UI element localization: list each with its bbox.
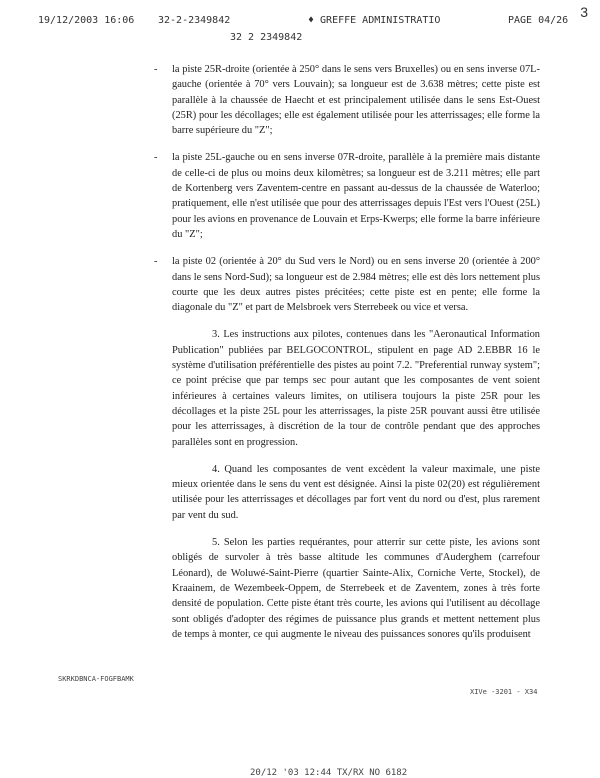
runway-bullet	[150, 150, 540, 242]
footer-fax-line: 20/12 '03 12:44 TX/RX NO 6182	[250, 768, 408, 778]
bullet-dash: -	[154, 256, 158, 268]
document-body	[150, 62, 540, 654]
bottom-right-code: XIVe -3201 - X34	[470, 688, 538, 696]
fax-sender-title: ♦ GREFFE ADMINISTRATIO	[308, 15, 441, 26]
bullet-text: la piste 25L-gauche ou en sens inverse 07R-droite, parallèle à la première mais distante de celle-ci de plus ou moins deux kilomètres; sa longueur est de 3.211 mètres; elle part de Kortenberg vers Zaventem-centre en passant au-dessus de la chaussée de Waterloo; pratiquement, elle n'est utilisée que pour des atterrissages depuis l'Est vers l'Ouest (25L) pour les avions en provenance de Louvain et Erps-Kwerps; elle forme la barre inférieure du "Z";	[172, 152, 540, 240]
fax-phone-number: 32-2-2349842	[158, 15, 231, 26]
runway-bullet	[150, 62, 540, 138]
bullet-dash: -	[154, 64, 158, 75]
bottom-left-code: SKRKDBNCA-FOGFBAMK	[58, 675, 134, 683]
fax-datetime: 19/12/2003 16:06	[38, 15, 135, 26]
runway-bullet	[150, 254, 540, 315]
numbered-paragraph: 5. Selon les parties requérantes, pour atterrir sur cette piste, les avions sont obligés de survoler à très basse altitude les communes d'Auderghem (carrefour Léonard), de Woluwé-Saint-Pierre (quartier Sainte-Alix, Corniche Verte, Stockel), de Kraainem, de Wezembeek-Oppem, de Sterrebeek et de Zaventem, zones à très forte densité de population. Cette piste étant très courte, les avions qui l'utilisent au décollage sont obligés d'adopter des régimes de puissance plus grands et mettent nettement plus de temps à monter, ce qui augmente le niveau des puissances sonores qu'ils produisent	[172, 537, 540, 640]
numbered-paragraph: 4. Quand les composantes de vent excèdent la valeur maximale, une piste mieux orientée dans le sens du vent est désignée. Ainsi la piste 02(20) est régulièrement utilisée pour les atterrissages et décollages par fort vent du nord ou d'est, plus rarement par vent du sud.	[172, 463, 540, 521]
fax-page-number: PAGE 04/26	[508, 15, 569, 26]
bullet-dash: -	[154, 152, 158, 164]
bullet-text: la piste 02 (orientée à 20° du Sud vers le Nord) ou en sens inverse 20 (orientée à 200° dans le sens Nord-Sud); sa longueur est de 2.984 mètres; elle est dès lors nettement plus courte que les deux autres pistes précitées; cette piste est en pente; elle forme la diagonale du "Z" et part de Melsbroek vers Sterrebeek ou vice et versa.	[172, 256, 540, 314]
bullet-text: la piste 25R-droite (orientée à 250° dans le sens vers Bruxelles) ou en sens inverse 07L-gauche (orientée à 70° vers Louvain); sa longueur est de 3.638 mètres; cette piste est parallèle à la chaussée de Haecht et est principalement utilisée dans le sens Est-Ouest (25R) pour les décollages; elle est également utilisée pour les atterrissages; elle forme la barre supérieure du "Z";	[172, 64, 540, 137]
numbered-paragraph: 3. Les instructions aux pilotes, contenues dans les "Aeronautical Information Publication" publiées par BELGOCONTROL, stipulent en page AD 2.EBBR 16 le système d'utilisation préférentielle des pistes au point 7.2. "Preferential runway system"; ce point précise que par temps sec pour autant que les composantes de vent soient inférieures à certaines valeurs limites, on utilisera toujours la piste 25R pour les décollages et la piste 25L pour les atterrissages, la piste 25R pouvant aussi être utilisée pour les atterrissages, à discrétion de la tour de contrôle pendant que des approches parallèles sont en progression.	[172, 329, 540, 448]
fax-subheader-number: 32 2 2349842	[230, 32, 303, 43]
handwritten-page-marker: 3	[580, 4, 588, 20]
